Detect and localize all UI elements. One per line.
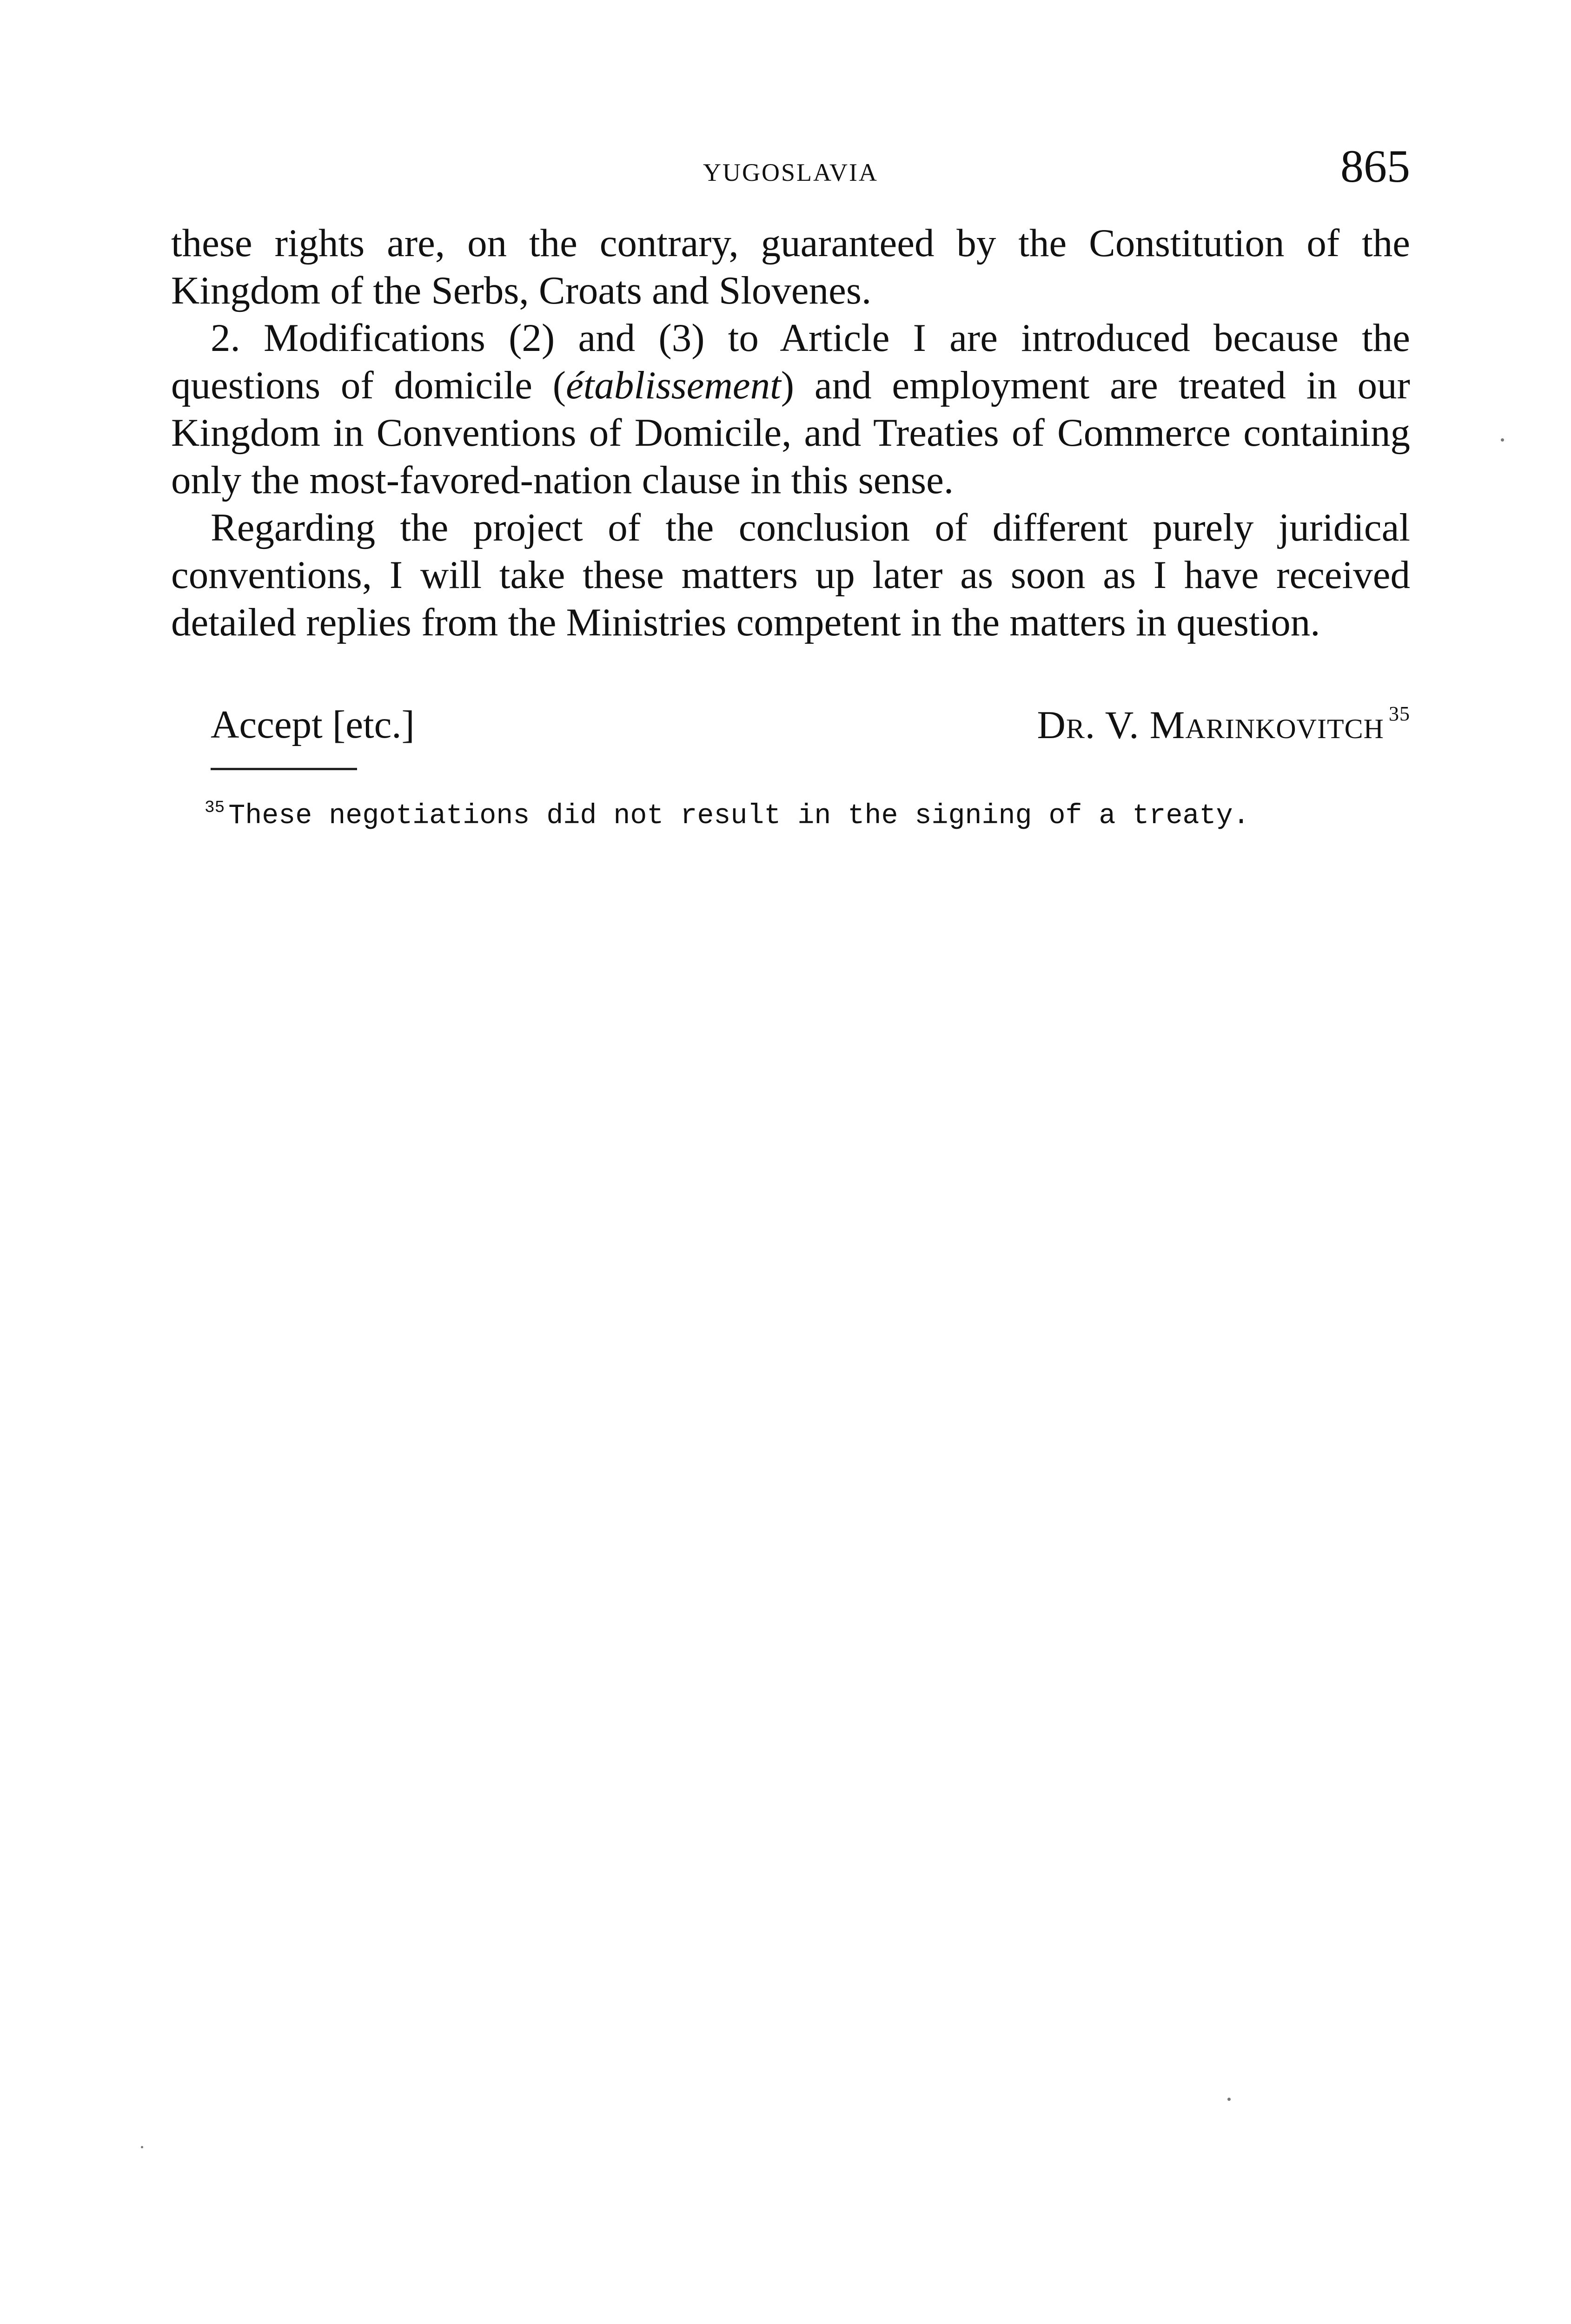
scan-speck: [1501, 438, 1504, 442]
paragraph-juridical-conventions: Regarding the project of the conclusion of different purely juridical conventions, I will take these matters up later as soon as I have received detailed replies from the Ministries competent in the matters in question.: [171, 506, 1410, 644]
footnote-marker: 35: [205, 798, 225, 817]
italic-term: établissement: [566, 363, 781, 407]
paragraph-modifications-text-start: 2. Modifications (2) and (3) to Article I are introduced because the questions of domicile (: [171, 316, 1410, 407]
page-header: [171, 139, 1410, 205]
footnote-divider: [211, 768, 357, 770]
paragraph-modifications-text-end: ) and employment are treated in our Kingdom in Conventions of Domicile, and Treaties of Commerce containing only the most-favored-nation clause in this sense.: [171, 363, 1410, 502]
scan-speck: [1227, 2098, 1231, 2101]
footnote-text: These negotiations did not result in the signing of a treaty.: [228, 800, 1250, 832]
running-head: YUGOSLAVIA: [703, 158, 879, 186]
paragraph-modifications: [171, 314, 1410, 504]
main-text: [171, 219, 1410, 646]
scan-speck: [141, 2146, 143, 2148]
closing-line: [211, 702, 1410, 753]
page-number: 865: [1340, 140, 1410, 192]
paragraph-continuation: these rights are, on the contrary, guaranteed by the Constitution of the Kingdom of the Serbs, Croats and Slovenes.: [171, 221, 1410, 312]
footnote: [205, 790, 1320, 834]
signature-name: Dr. V. Marinkovitch: [1037, 703, 1384, 747]
footnote-reference: 35: [1389, 702, 1410, 725]
signature: [1037, 702, 1410, 748]
valediction: Accept [etc.]: [211, 703, 415, 746]
